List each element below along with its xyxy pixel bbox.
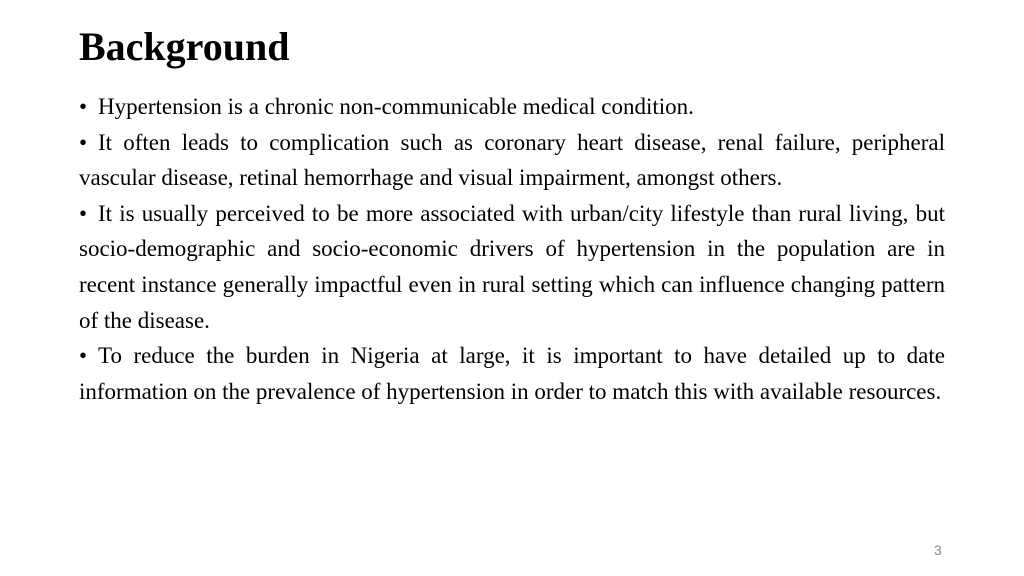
bullet-item [79,196,945,338]
bullet-item [79,89,945,125]
bullet-mark: • [79,343,88,369]
bullet-mark: • [79,94,88,119]
bullet-text: It often leads to complication such as coronary heart disease, renal failure, peripheral vascular disease, retinal hemorrhage and visual impairment, amongst others. [79,129,945,191]
bullet-mark: • [79,200,88,226]
bullet-item [79,338,945,409]
bullet-text: Hypertension is a chronic non-communicable medical condition. [98,94,694,119]
bullet-item [79,125,945,196]
page-number: 3 [934,542,942,558]
bullet-text: To reduce the burden in Nigeria at large, it is important to have detailed up to date information on the prevalence of hypertension in order to match this with available resources. [79,343,945,404]
slide-title: Background [79,24,290,69]
bullet-text: It is usually perceived to be more associated with urban/city lifestyle than rural living, but socio-demographic and socio-economic drivers of hypertension in the population are in recent instance generally impactful even in rural setting which can influence changing pattern of the disease. [79,200,945,333]
bullet-mark: • [79,129,88,155]
bullet-list [79,89,945,409]
